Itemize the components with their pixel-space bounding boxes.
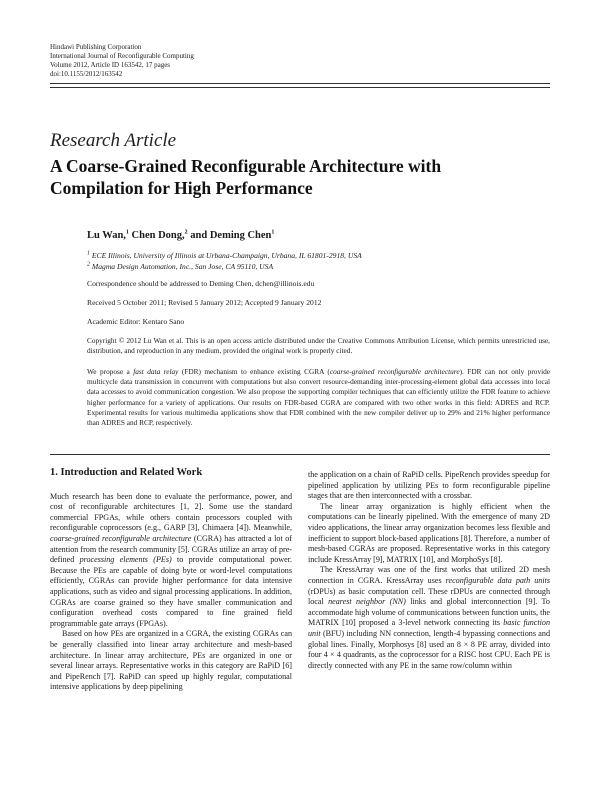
author-list	[87, 230, 274, 241]
affil-text: Magma Design Automation, Inc., San Jose, CA 95110, USA	[90, 261, 274, 271]
affil-text: ECE Illinois, University of Illinois at Urbana-Champaign, Urbana, IL 61801-2918, USA	[90, 251, 362, 260]
paragraph-emphasis: reconfigurable data path units	[445, 575, 550, 585]
section-heading: 1. Introduction and Related Work	[50, 467, 203, 478]
paragraph-text: (rDPUs) as basic computation cell. These rDPUs are connected through local	[308, 586, 550, 607]
paragraph-text: The KressArray was one of the first works that utilized 2D mesh connection in CGRA. KressArray uses	[308, 565, 550, 585]
author-name: Chen Dong,	[128, 230, 185, 241]
affiliation-1	[87, 251, 362, 262]
author-affil-sup: 1	[271, 229, 275, 236]
header-rule-top	[50, 83, 550, 84]
correspondence: Correspondence should be addressed to Deming Chen, dchen@illinois.edu	[87, 279, 315, 288]
paragraph: the application on a chain of RaPiD cells. PipeRench provides speedup for pipelined application by utilizing PEs to form reconfigurable pipeline stages that are then interconnected with a crossbar.	[308, 470, 550, 501]
paragraph: The linear array organization is highly efficient when the computations can be linearly pipelined. With the emergence of many 2D video applications, the linear array organization becomes less flexible and inefficient to support block-based applications [8]. Therefore, a number of mesh-based CGRAs are proposed. Representative works in this category include KressArray [9], MATRIX [10], and MorphoSys [8].	[308, 501, 550, 564]
journal-line: International Journal of Reconfigurable Computing	[50, 52, 194, 60]
abstract-text: (FDR) mechanism to enhance existing CGRA (	[178, 367, 330, 376]
paragraph-text: to provide computational power. Because the PEs are capable of doing byte or word-level computations efficiently, CGRAs can provide higher performance for data intensive applications, such as video and signal processing applications. In addition, CGRAs are coarse grained so they have smaller communication and configuration overhead costs compared to fine grained field programmable gate arrays (FPGAs).	[50, 555, 293, 628]
paragraph-emphasis: processing elements (PEs)	[79, 555, 172, 565]
volume-line: Volume 2012, Article ID 163542, 17 pages	[50, 61, 171, 69]
body-column-right	[308, 470, 550, 671]
paragraph-emphasis: basic function unit	[308, 618, 550, 638]
journal-header	[50, 43, 194, 79]
author-name: Lu Wan,	[87, 230, 126, 241]
publisher-line: Hindawi Publishing Corporation	[50, 43, 142, 51]
doi-line[interactable]: doi:10.1155/2012/163542	[50, 70, 123, 78]
affiliation-2	[87, 262, 362, 273]
affil-sup: 1	[87, 250, 90, 257]
paper-title: A Coarse-Grained Reconfigurable Architecture with Compilation for High Performance	[50, 156, 442, 198]
academic-editor: Academic Editor: Kentaro Sano	[87, 317, 185, 326]
abstract-text: We propose a	[87, 367, 134, 376]
abstract-text: ). FDR can not only provide multicycle data transmission in concurrent with computations but also convert resource-demanding inter-processing-element global data accesses into local data accesses to avoid communication congestion. We also propose the supporting compiler techniques that can efficiently utilize the FDR feature to achieve higher performance for a variety of applications. Our results on FDR-based CGRA are compared with two other works in this field: ADRES and RCP. Experimental results for various multimedia applications show that FDR combined with the new compiler deliver up to 29% and 21% higher performance than ADRES and RCP, respectively.	[87, 367, 551, 428]
article-type: Research Article	[50, 130, 177, 151]
affiliations	[87, 251, 362, 272]
header-rule-bottom	[50, 87, 550, 88]
abstract	[87, 367, 550, 428]
paragraph: Based on how PEs are organized in a CGRA, the existing CGRAs can be generally classified into linear array architecture and mesh-based architecture. In linear array architecture, PEs are organized in one or several linear arrays. Representative works in this category are RaPiD [6] and PipeRench [7]. RaPiD can speed up highly regular, computational intensive applications by deep pipelining	[50, 629, 292, 692]
abstract-divider	[50, 454, 550, 455]
paragraph-emphasis: nearest neighbor (NN)	[328, 597, 406, 607]
abstract-emphasis: coarse-grained reconfigurable architecture	[329, 367, 460, 376]
paragraph	[308, 565, 550, 671]
abstract-emphasis: fast data relay	[133, 367, 179, 376]
paragraph-text: Much research has been done to evaluate the performance, power, and cost of reconfigurable architectures [1, 2]. Some use the standard commercial FPGAs, while others contain processors coupled with reconfigurable coprocessors (e.g., GARP [3], Chimaera [4]). Meanwhile,	[50, 491, 292, 533]
paragraph-text: links and global interconnection [9]. To accommodate high volume of communications between function units, the MATRIX [10] proposed a 3-level network connecting its	[308, 597, 550, 628]
paragraph-text: (CGRA) has attracted a lot of attention from the research community [5]. CGRAs utilize an array of pre-defined	[50, 533, 292, 565]
author-affil-sup: 1	[125, 229, 129, 236]
paragraph-emphasis: coarse-grained reconfigurable architecture	[50, 533, 192, 543]
affil-sup: 2	[87, 260, 90, 267]
body-column-left	[50, 468, 292, 693]
paragraph-text: (BFU) including NN connection, length-4 bypassing connections and global lines. Finally, Morphosys [8] used an 8 × 8 PE array, divided into four 4 × 4 quadrants, as the coprocessor for a RISC host CPU. Each PE is directly connected with any PE in the same row/column within	[308, 628, 550, 670]
paragraph	[50, 492, 292, 630]
received-dates: Received 5 October 2011; Revised 5 January 2012; Accepted 9 January 2012	[87, 298, 322, 307]
author-affil-sup: 2	[184, 229, 188, 236]
author-name: and Deming Chen	[187, 230, 272, 241]
copyright-notice: Copyright © 2012 Lu Wan et al. This is an open access article distributed under the Creative Commons Attribution License, which permits unrestricted use, distribution, and reproduction in any medium, provided the original work is properly cited.	[87, 336, 550, 356]
